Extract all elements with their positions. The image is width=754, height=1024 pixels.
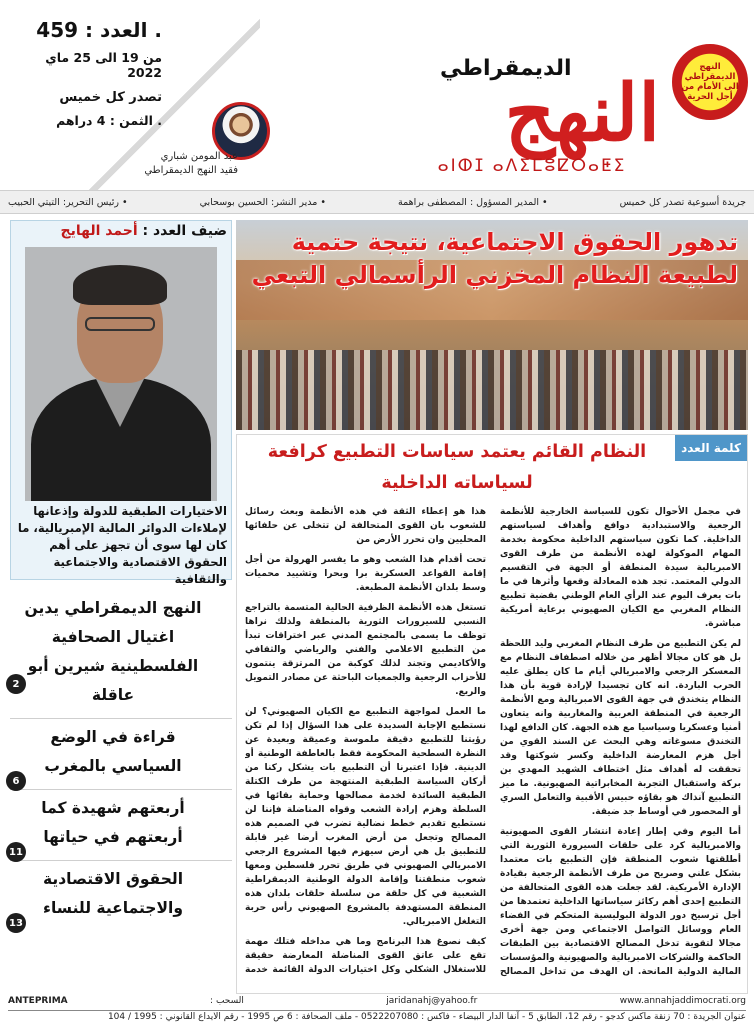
guest-photo-glasses — [85, 317, 155, 331]
issue-number: . العدد : 459 — [36, 18, 162, 42]
editorial-paragraph: تستغل هذه الأنظمة الظرفية الحالية المتسمة بالتراجع النسبي للسيرورات الثورية بالمنطقة ولذلك نراها توظف ما يسمى بالمجتمع المدني عبر اختراقات تبدأ من التطبيع الاعلامي والفني والرياضي والثقافي والأكاديمي وتجند لذلك كوكبة من المرتزقة ينتمون للأحزاب الرجعية والجمعيات الباحثة عن مصادر التمويل والريع. — [245, 603, 486, 697]
editor-caption — [118, 150, 238, 178]
teaser-text: الحقوق الاقتصادية والاجتماعية للنساء — [42, 870, 184, 917]
footer-contact-row — [8, 996, 746, 1009]
page-number-badge: 11 — [6, 842, 26, 862]
issue-info — [12, 18, 162, 128]
teaser-text: النهج الديمقراطي يدين اغتيال الصحافية الفلسطينية شيرين أبو عاقلة — [24, 599, 202, 704]
footer — [0, 996, 754, 1024]
logo-subtitle: الديمقراطي — [440, 56, 572, 81]
guest-name: أحمد الهايج — [60, 223, 138, 239]
logo-tifinagh: ⴰⵏⵀⵊ ⴰⴷⵉⵎⵓⵇⵔⴰⵟⵉ — [437, 156, 627, 176]
editor-caption-role: فقيد النهج الديمقراطي — [144, 165, 238, 176]
hero-headline: تدهور الحقوق الاجتماعية، نتيجة حتمية لطبيعة النظام المخزني الرأسمالي التبعي — [251, 228, 738, 289]
party-emblem-icon — [672, 44, 748, 120]
guest-heading — [11, 223, 233, 239]
guest-photo-hair — [73, 265, 167, 305]
footer-address: عنوان الجريدة : 70 زنقة ماكس كدجو - رقم 12، الطابق 5 - آنفا الدار البيضاء - فاكس : 0522207080 - ملف الصحافة : 6 ص 1995 - رقم الايداع القانوني : 1995 / 104 — [8, 1010, 746, 1023]
staff-item-director: • المدير المسؤول : المصطفى براهمة — [398, 196, 548, 208]
editorial-paragraph: كيف نصوغ هذا البرنامج وما هي مداخله فتلك مهمة تقع على عاتق القوى المناضلة المعارضة حقيقة للاستغلال الشكلي وكل اختيارات الدولة القائمة خدمة — [245, 937, 486, 975]
editorial-paragraph: ما العمل لمواجهة التطبيع مع الكيان الصهيوني؟ لن نستطيع الإجابة السديدة على هذا السؤال إذا لم تكن رؤيتنا للتطبيع دقيقة ملموسة وعميقة وبعيدة عن النظرة السطحية المحكومة فقط بالعاطفة الوطنية أو الدينية. فإذا اعتبرنا أن التطبيع بات يشكل ركنا من أركان السياسة الطبقية المنتهجة من طرف الكتلة الطبقية السائدة لخدمة مصالحها وحماية بقائها في السلطة وهزم إرادة الشعب وقواه المناضلة فإننا لن نستطيع تقديم خطط نضالية تضرب في الصميم هذه المصالح وتجعل من أرض المغرب أرضا غير قابلة للتطبيق بل هي أرض سيهزم فيها المشروع الرجعي الامبريالي الصهيوني في طريق تحرر فلسطين ومعها شعوب منطقتنا وإقامة الدولة الوطنية الديمقراطية الشعبية في كل حلقة من سلسلة حلقات بلدان هذه المنطقة المستهدفة بالمشروع الصهيوني رأس حربة التغلغل الامبريالي. — [245, 707, 486, 927]
footer-printer-label: السحب : — [210, 996, 244, 1006]
editorial-badge: كلمة العدد — [675, 435, 747, 461]
teaser-item[interactable] — [10, 790, 232, 861]
editorial-title: النظام القائم يعتمد سياسات التطبيع كرافعة لسياساته الداخلية — [267, 442, 647, 493]
logo-title: النهج — [504, 68, 660, 159]
editorial-body — [245, 505, 741, 989]
issue-dates: من 19 الى 25 ماي 2022 — [45, 50, 162, 80]
guest-box — [10, 220, 232, 586]
page-number-badge: 2 — [6, 674, 26, 694]
staff-item-frequency: جريدة أسبوعية تصدر كل خميس — [619, 196, 746, 208]
masthead — [0, 0, 754, 190]
newspaper-logo — [330, 56, 660, 159]
teaser-item[interactable] — [10, 590, 232, 719]
editorial-paragraph: تحت أقدام هذا الشعب وهو ما يفسر الهرولة من أجل إقامة القواعد العسكرية برا وبحرا وتشييد محميات وسط بلدان الأنظمة المطبعة. — [245, 555, 486, 593]
teaser-item[interactable] — [10, 719, 232, 790]
teaser-item[interactable] — [10, 861, 232, 931]
page-number-badge: 13 — [6, 913, 26, 933]
footer-email[interactable]: jaridanahj@yahoo.fr — [386, 996, 478, 1006]
guest-photo — [25, 247, 217, 501]
editorial-paragraph: في مجمل الأحوال تكون للسياسة الخارجية للأنظمة الرجعية والاستبدادية دوافع وأهداف لسياستهم الداخلية. كما تكون سياستهم الداخلية محكومة بخدمة المهام الموكولة لهذه الأنظمة من طرف القوى الامبريالية سيدة المنطقة أو الجهة في التقسيم الدولي المعتمد. تجد هذه المعادلة وقعها وأثرها في ما بات يعرف اليوم عند الرأي العام الوطني بقضية تطبيع النظام المغربي مع الكيان الصهيوني برعاية أمريكية مباشرة. — [500, 507, 741, 629]
issue-price: . الثمن : 4 دراهم — [56, 113, 162, 128]
staff-bar — [0, 190, 754, 214]
editorial-article — [236, 434, 748, 994]
footer-printer: ANTEPRIMA — [8, 996, 68, 1006]
teaser-text: قراءة في الوضع السياسي بالمغرب — [44, 728, 182, 775]
guest-quote: الاختيارات الطبقية للدولة وإذعانها لإملاءات الدوائر المالية الإمبريالية، ما كان لها سوى أن تجهز على أهم الحقوق الاقتصادية والاجتماعية والثقافية — [17, 504, 227, 586]
hero-image — [236, 220, 748, 430]
issue-weekly-note: تصدر كل خميس — [59, 90, 162, 105]
guest-label: ضيف العدد : — [142, 223, 227, 239]
emblem-text: النهج الديمقراطي الى الأمام من أجل الحرية — [681, 62, 739, 102]
hero-image-crowd — [236, 350, 748, 430]
editorial-paragraph: لم يكن التطبيع من طرف النظام المغربي وليد اللحظة بل هو كان مجالا أظهر من خلاله اصطفاف النظام مع المعسكر الرجعي والامبريالي أيام ما كان يطلق عليه الحرب الباردة. انه كان تجسيدا لإرادة قوية بأن هذا النظام يتخندق في جهة القوى الامبريالية ومع الأنظمة الرجعية في المنطقة العربية والمغاربية وانه يتعاون أمنيا وعسكريا وسياسيا مع هذه الجهة. كان الدافع لهذا التخندق مسوغاته وهي البحث عن السند القوي من أجل هزم المعارضة الداخلية وكسر شوكتها وقد تحققت له أهداف مثل اختطاف الشهيد المهدي بن بركة واستقبال التجربة المخابراتية الصهيونية. ما ميز التطبيع آنذاك هو بقاؤه حبيس الأقبية والتعامل السري أو المحصور في أوساط جد ضيقة. — [500, 639, 741, 817]
teaser-list — [10, 590, 232, 931]
teaser-text: أربعتهم شهيدة كما أربعتهم في حياتها — [41, 799, 185, 846]
editorial-paragraph: أما اليوم وفي إطار إعادة انتشار القوى الصهيونية والامبريالية كرد على حلقات السيرورة الثورية التي أطلقتها شعوب المنطقة فإن التطبيع بات معتمدا بشكل علني وصريح من طرف الأنظمة الرجعية بقيادة الإدارة الأمريكية. لقد جعلت هذه القوى المتحالفة من التطبيع إحدى أهم ركائز سياساتها الداخلية تعتمدها من أجل ترسيخ دور الدولة البوليسية المتحكم في الفضاء العام ووسائل التواصل الاجتماعي ومن جهة أخرى مجالا لتقوية تدخل المصالح الاقتصادية بين الطبقات الحاكمة والشركات الامبريالية والصهيونية والمؤسسات المالية الدولية المانحة. ان الهدف من تداخل المصالح هذا هو إعطاء الثقة في هذه الأنظمة وبعث رسائل للشعوب بان القوى المتحالفة لن تتخلى عن حلفائها المحليين وان تحرر الأرض من — [245, 507, 741, 977]
page-number-badge: 6 — [6, 771, 26, 791]
editor-caption-name: عبد المومن شباري — [160, 151, 238, 162]
footer-website[interactable]: www.annahjaddimocrati.org — [619, 996, 746, 1006]
staff-item-editor-in-chief: • رئيس التحرير: التيتي الحبيب — [8, 196, 128, 208]
staff-item-publisher: • مدير النشر: الحسين بوسحابي — [199, 196, 326, 208]
